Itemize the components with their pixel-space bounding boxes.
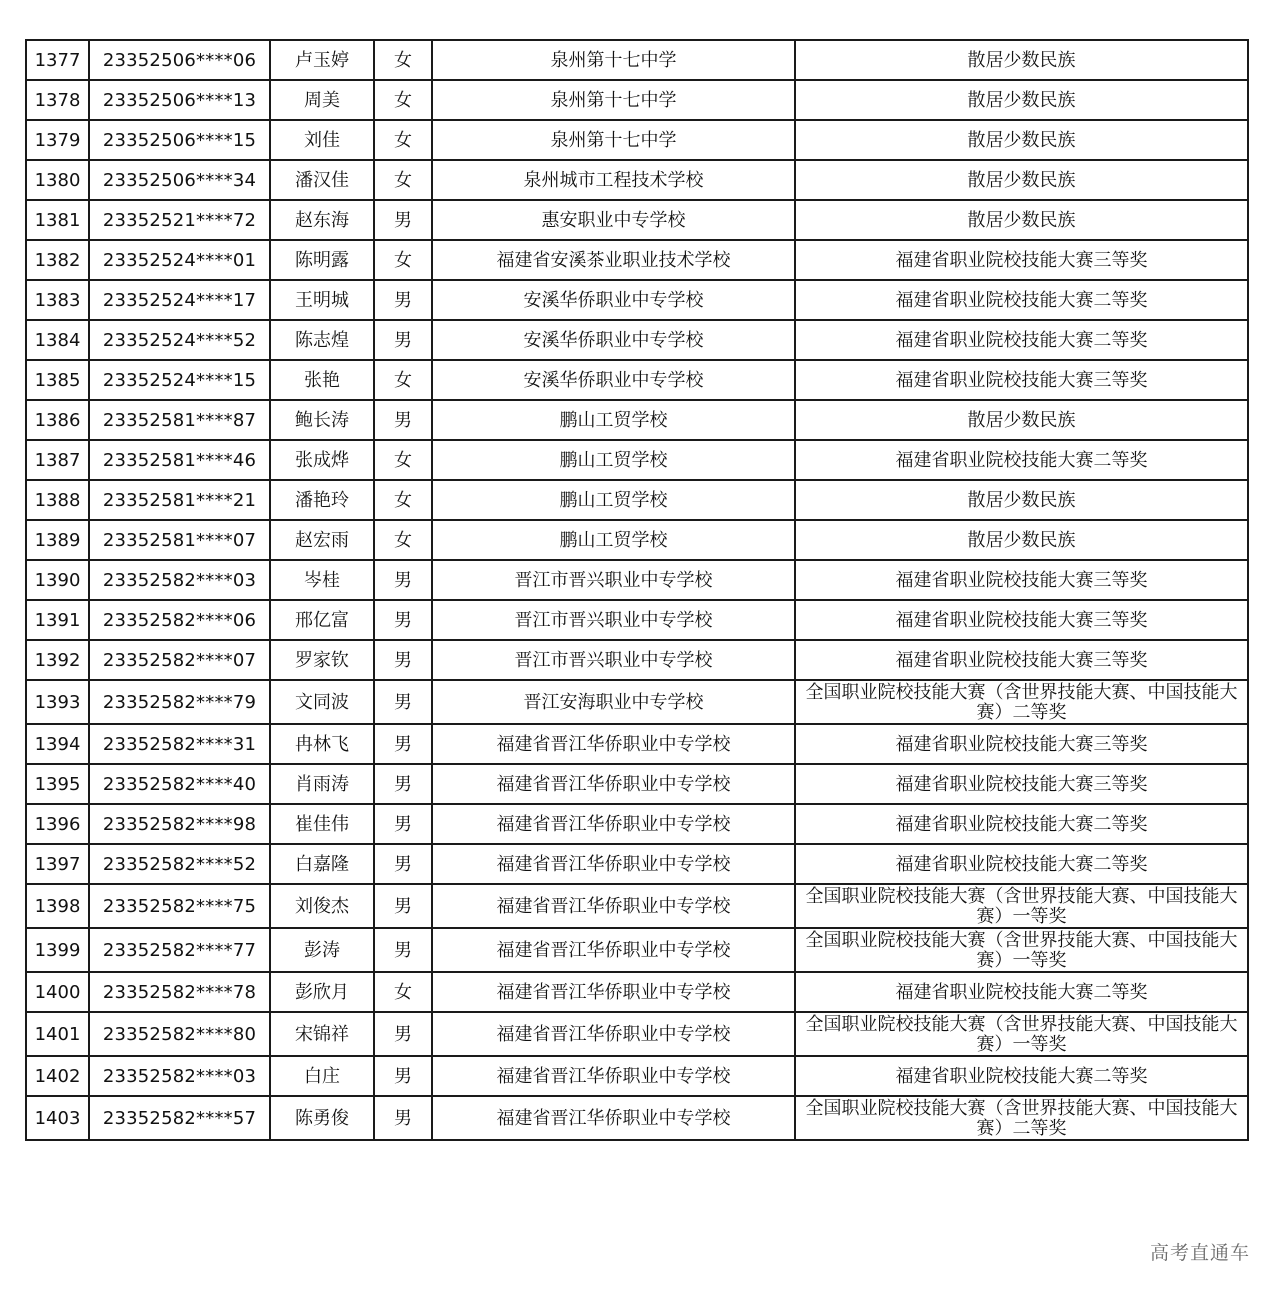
- roster-body: [26, 40, 1248, 1140]
- table-row: [26, 600, 1248, 640]
- student-name-cell: 白庄: [270, 1056, 374, 1096]
- award-category-cell: 散居少数民族: [795, 120, 1248, 160]
- school-cell: 泉州第十七中学: [432, 40, 795, 80]
- roster-table: [25, 39, 1249, 1141]
- gender-cell: 女: [374, 972, 432, 1012]
- table-row: [26, 844, 1248, 884]
- gender-cell: 男: [374, 844, 432, 884]
- exam-id-cell: 23352581****21: [89, 480, 270, 520]
- exam-id-cell: 23352506****06: [89, 40, 270, 80]
- exam-id-cell: 23352582****77: [89, 928, 270, 972]
- serial-number-cell: 1387: [26, 440, 89, 480]
- serial-number-cell: 1398: [26, 884, 89, 928]
- award-category-cell: 福建省职业院校技能大赛二等奖: [795, 1056, 1248, 1096]
- serial-number-cell: 1403: [26, 1096, 89, 1140]
- student-name-cell: 崔佳伟: [270, 804, 374, 844]
- gender-cell: 女: [374, 80, 432, 120]
- exam-id-cell: 23352506****13: [89, 80, 270, 120]
- student-name-cell: 罗家钦: [270, 640, 374, 680]
- table-row: [26, 640, 1248, 680]
- school-cell: 福建省晋江华侨职业中专学校: [432, 884, 795, 928]
- serial-number-cell: 1384: [26, 320, 89, 360]
- award-category-cell: 福建省职业院校技能大赛二等奖: [795, 440, 1248, 480]
- serial-number-cell: 1391: [26, 600, 89, 640]
- serial-number-cell: 1394: [26, 724, 89, 764]
- school-cell: 晋江市晋兴职业中专学校: [432, 640, 795, 680]
- gender-cell: 男: [374, 1096, 432, 1140]
- student-name-cell: 刘佳: [270, 120, 374, 160]
- gender-cell: 男: [374, 600, 432, 640]
- award-category-cell: 福建省职业院校技能大赛二等奖: [795, 972, 1248, 1012]
- gender-cell: 男: [374, 928, 432, 972]
- gender-cell: 女: [374, 40, 432, 80]
- school-cell: 安溪华侨职业中专学校: [432, 360, 795, 400]
- gender-cell: 女: [374, 480, 432, 520]
- exam-id-cell: 23352582****06: [89, 600, 270, 640]
- award-category-cell: 福建省职业院校技能大赛三等奖: [795, 560, 1248, 600]
- table-row: [26, 724, 1248, 764]
- school-cell: 晋江市晋兴职业中专学校: [432, 600, 795, 640]
- table-row: [26, 1012, 1248, 1056]
- exam-id-cell: 23352582****31: [89, 724, 270, 764]
- school-cell: 福建省晋江华侨职业中专学校: [432, 928, 795, 972]
- gender-cell: 女: [374, 120, 432, 160]
- table-row: [26, 320, 1248, 360]
- student-name-cell: 岑桂: [270, 560, 374, 600]
- table-row: [26, 80, 1248, 120]
- school-cell: 福建省晋江华侨职业中专学校: [432, 1056, 795, 1096]
- serial-number-cell: 1386: [26, 400, 89, 440]
- award-category-cell: 散居少数民族: [795, 400, 1248, 440]
- school-cell: 福建省安溪茶业职业技术学校: [432, 240, 795, 280]
- award-category-cell: 散居少数民族: [795, 160, 1248, 200]
- award-category-cell: 散居少数民族: [795, 480, 1248, 520]
- school-cell: 鹏山工贸学校: [432, 400, 795, 440]
- award-category-cell: 福建省职业院校技能大赛二等奖: [795, 320, 1248, 360]
- serial-number-cell: 1382: [26, 240, 89, 280]
- table-row: [26, 972, 1248, 1012]
- school-cell: 鹏山工贸学校: [432, 440, 795, 480]
- student-name-cell: 陈勇俊: [270, 1096, 374, 1140]
- student-name-cell: 张艳: [270, 360, 374, 400]
- award-category-cell: 福建省职业院校技能大赛二等奖: [795, 804, 1248, 844]
- serial-number-cell: 1383: [26, 280, 89, 320]
- school-cell: 福建省晋江华侨职业中专学校: [432, 724, 795, 764]
- exam-id-cell: 23352582****78: [89, 972, 270, 1012]
- student-name-cell: 潘艳玲: [270, 480, 374, 520]
- award-category-cell: 全国职业院校技能大赛（含世界技能大赛、中国技能大赛）一等奖: [795, 1012, 1248, 1056]
- school-cell: 福建省晋江华侨职业中专学校: [432, 1096, 795, 1140]
- gender-cell: 男: [374, 1012, 432, 1056]
- school-cell: 福建省晋江华侨职业中专学校: [432, 972, 795, 1012]
- gender-cell: 男: [374, 400, 432, 440]
- serial-number-cell: 1385: [26, 360, 89, 400]
- table-row: [26, 280, 1248, 320]
- student-name-cell: 陈志煌: [270, 320, 374, 360]
- award-category-cell: 全国职业院校技能大赛（含世界技能大赛、中国技能大赛）一等奖: [795, 884, 1248, 928]
- gender-cell: 男: [374, 200, 432, 240]
- serial-number-cell: 1399: [26, 928, 89, 972]
- student-name-cell: 卢玉婷: [270, 40, 374, 80]
- exam-id-cell: 23352581****46: [89, 440, 270, 480]
- serial-number-cell: 1400: [26, 972, 89, 1012]
- exam-id-cell: 23352582****57: [89, 1096, 270, 1140]
- student-name-cell: 彭涛: [270, 928, 374, 972]
- student-name-cell: 潘汉佳: [270, 160, 374, 200]
- table-row: [26, 440, 1248, 480]
- exam-id-cell: 23352582****98: [89, 804, 270, 844]
- gender-cell: 男: [374, 1056, 432, 1096]
- award-category-cell: 福建省职业院校技能大赛三等奖: [795, 640, 1248, 680]
- school-cell: 泉州第十七中学: [432, 120, 795, 160]
- gender-cell: 女: [374, 160, 432, 200]
- serial-number-cell: 1393: [26, 680, 89, 724]
- exam-id-cell: 23352581****87: [89, 400, 270, 440]
- gender-cell: 女: [374, 440, 432, 480]
- student-name-cell: 王明城: [270, 280, 374, 320]
- serial-number-cell: 1402: [26, 1056, 89, 1096]
- student-name-cell: 彭欣月: [270, 972, 374, 1012]
- table-row: [26, 520, 1248, 560]
- student-name-cell: 邢亿富: [270, 600, 374, 640]
- exam-id-cell: 23352524****52: [89, 320, 270, 360]
- exam-id-cell: 23352506****34: [89, 160, 270, 200]
- student-name-cell: 张成烨: [270, 440, 374, 480]
- student-name-cell: 白嘉隆: [270, 844, 374, 884]
- exam-id-cell: 23352524****15: [89, 360, 270, 400]
- exam-id-cell: 23352582****07: [89, 640, 270, 680]
- school-cell: 晋江市晋兴职业中专学校: [432, 560, 795, 600]
- gender-cell: 男: [374, 884, 432, 928]
- student-name-cell: 冉林飞: [270, 724, 374, 764]
- gender-cell: 男: [374, 764, 432, 804]
- serial-number-cell: 1380: [26, 160, 89, 200]
- award-category-cell: 福建省职业院校技能大赛三等奖: [795, 764, 1248, 804]
- exam-id-cell: 23352582****52: [89, 844, 270, 884]
- student-name-cell: 陈明露: [270, 240, 374, 280]
- watermark-text: 高考直通车: [1149, 1242, 1250, 1264]
- student-name-cell: 鲍长涛: [270, 400, 374, 440]
- table-row: [26, 1096, 1248, 1140]
- award-category-cell: 散居少数民族: [795, 80, 1248, 120]
- school-cell: 泉州第十七中学: [432, 80, 795, 120]
- serial-number-cell: 1378: [26, 80, 89, 120]
- table-row: [26, 680, 1248, 724]
- award-category-cell: 散居少数民族: [795, 520, 1248, 560]
- award-category-cell: 福建省职业院校技能大赛三等奖: [795, 360, 1248, 400]
- exam-id-cell: 23352524****01: [89, 240, 270, 280]
- school-cell: 福建省晋江华侨职业中专学校: [432, 1012, 795, 1056]
- table-row: [26, 360, 1248, 400]
- table-row: [26, 560, 1248, 600]
- school-cell: 晋江安海职业中专学校: [432, 680, 795, 724]
- serial-number-cell: 1392: [26, 640, 89, 680]
- student-name-cell: 文同波: [270, 680, 374, 724]
- table-row: [26, 240, 1248, 280]
- award-category-cell: 全国职业院校技能大赛（含世界技能大赛、中国技能大赛）一等奖: [795, 928, 1248, 972]
- table-row: [26, 884, 1248, 928]
- school-cell: 安溪华侨职业中专学校: [432, 280, 795, 320]
- exam-id-cell: 23352582****03: [89, 1056, 270, 1096]
- table-row: [26, 928, 1248, 972]
- gender-cell: 男: [374, 640, 432, 680]
- serial-number-cell: 1388: [26, 480, 89, 520]
- table-row: [26, 120, 1248, 160]
- exam-id-cell: 23352582****75: [89, 884, 270, 928]
- exam-id-cell: 23352582****80: [89, 1012, 270, 1056]
- award-category-cell: 全国职业院校技能大赛（含世界技能大赛、中国技能大赛）二等奖: [795, 1096, 1248, 1140]
- exam-id-cell: 23352582****40: [89, 764, 270, 804]
- award-category-cell: 福建省职业院校技能大赛三等奖: [795, 240, 1248, 280]
- school-cell: 泉州城市工程技术学校: [432, 160, 795, 200]
- school-cell: 福建省晋江华侨职业中专学校: [432, 764, 795, 804]
- gender-cell: 女: [374, 520, 432, 560]
- award-category-cell: 福建省职业院校技能大赛三等奖: [795, 724, 1248, 764]
- table-row: [26, 480, 1248, 520]
- serial-number-cell: 1397: [26, 844, 89, 884]
- table-row: [26, 160, 1248, 200]
- table-row: [26, 764, 1248, 804]
- gender-cell: 男: [374, 804, 432, 844]
- serial-number-cell: 1389: [26, 520, 89, 560]
- award-category-cell: 散居少数民族: [795, 200, 1248, 240]
- exam-id-cell: 23352581****07: [89, 520, 270, 560]
- student-name-cell: 赵宏雨: [270, 520, 374, 560]
- serial-number-cell: 1401: [26, 1012, 89, 1056]
- exam-id-cell: 23352524****17: [89, 280, 270, 320]
- exam-id-cell: 23352521****72: [89, 200, 270, 240]
- student-name-cell: 周美: [270, 80, 374, 120]
- exam-id-cell: 23352582****03: [89, 560, 270, 600]
- gender-cell: 男: [374, 560, 432, 600]
- school-cell: 安溪华侨职业中专学校: [432, 320, 795, 360]
- student-name-cell: 赵东海: [270, 200, 374, 240]
- student-name-cell: 刘俊杰: [270, 884, 374, 928]
- serial-number-cell: 1379: [26, 120, 89, 160]
- table-row: [26, 804, 1248, 844]
- gender-cell: 女: [374, 360, 432, 400]
- gender-cell: 男: [374, 280, 432, 320]
- serial-number-cell: 1381: [26, 200, 89, 240]
- award-category-cell: 散居少数民族: [795, 40, 1248, 80]
- award-category-cell: 全国职业院校技能大赛（含世界技能大赛、中国技能大赛）二等奖: [795, 680, 1248, 724]
- school-cell: 福建省晋江华侨职业中专学校: [432, 844, 795, 884]
- gender-cell: 男: [374, 724, 432, 764]
- serial-number-cell: 1377: [26, 40, 89, 80]
- gender-cell: 男: [374, 680, 432, 724]
- exam-id-cell: 23352582****79: [89, 680, 270, 724]
- table-row: [26, 1056, 1248, 1096]
- table-row: [26, 400, 1248, 440]
- student-name-cell: 宋锦祥: [270, 1012, 374, 1056]
- student-name-cell: 肖雨涛: [270, 764, 374, 804]
- school-cell: 惠安职业中专学校: [432, 200, 795, 240]
- table-row: [26, 40, 1248, 80]
- gender-cell: 女: [374, 240, 432, 280]
- award-category-cell: 福建省职业院校技能大赛三等奖: [795, 600, 1248, 640]
- school-cell: 鹏山工贸学校: [432, 520, 795, 560]
- school-cell: 鹏山工贸学校: [432, 480, 795, 520]
- school-cell: 福建省晋江华侨职业中专学校: [432, 804, 795, 844]
- gender-cell: 男: [374, 320, 432, 360]
- award-category-cell: 福建省职业院校技能大赛二等奖: [795, 280, 1248, 320]
- serial-number-cell: 1390: [26, 560, 89, 600]
- table-row: [26, 200, 1248, 240]
- serial-number-cell: 1396: [26, 804, 89, 844]
- serial-number-cell: 1395: [26, 764, 89, 804]
- award-category-cell: 福建省职业院校技能大赛二等奖: [795, 844, 1248, 884]
- exam-id-cell: 23352506****15: [89, 120, 270, 160]
